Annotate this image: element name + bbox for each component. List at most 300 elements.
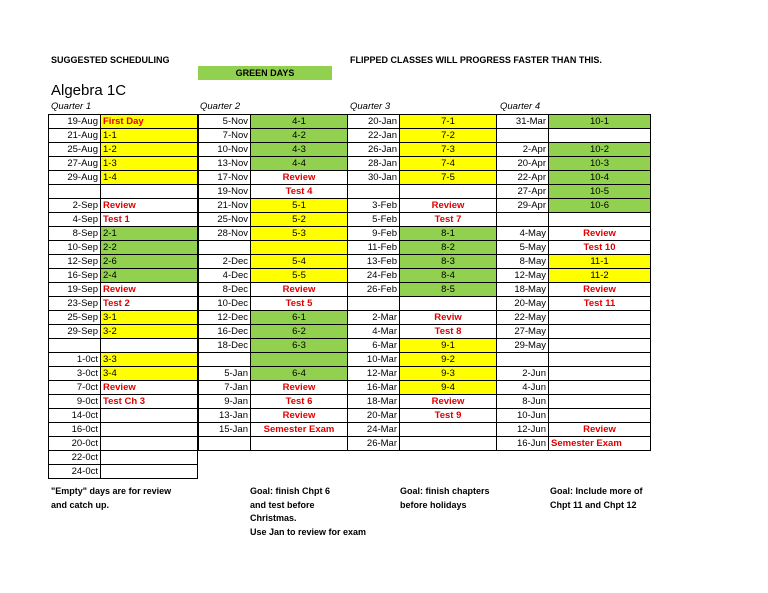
topic-cell: 8-5 — [400, 283, 497, 297]
note-line: "Empty" days are for review — [51, 486, 172, 496]
schedule-row — [348, 269, 497, 283]
date-cell: 16-Jun — [497, 437, 549, 451]
topic-cell — [400, 423, 497, 437]
topic-cell: 11-2 — [549, 269, 651, 283]
schedule-row — [199, 185, 348, 199]
schedule-row — [497, 255, 651, 269]
schedule-row — [199, 255, 348, 269]
schedule-row — [199, 409, 348, 423]
topic-cell: 8-2 — [400, 241, 497, 255]
topic-cell: Review — [101, 283, 198, 297]
date-cell: 16-Sep — [49, 269, 101, 283]
schedule-row — [199, 437, 348, 451]
date-cell: 4-May — [497, 227, 549, 241]
topic-cell: 4-2 — [251, 129, 348, 143]
topic-cell: Semester Exam — [549, 437, 651, 451]
date-cell: 20-Jan — [348, 115, 400, 129]
topic-cell — [549, 395, 651, 409]
topic-cell — [549, 381, 651, 395]
date-cell: 13-Nov — [199, 157, 251, 171]
topic-cell — [101, 339, 198, 353]
topic-cell — [549, 409, 651, 423]
schedule-row — [199, 311, 348, 325]
date-cell: 16-Dec — [199, 325, 251, 339]
date-cell: 24-Feb — [348, 269, 400, 283]
date-cell: 18-May — [497, 283, 549, 297]
note-line: Goal: finish Chpt 6 — [250, 486, 330, 496]
note-line: Use Jan to review for exam — [250, 526, 367, 537]
date-cell: 6-Mar — [348, 339, 400, 353]
quarter-3-table — [347, 114, 497, 451]
date-cell — [497, 129, 549, 143]
topic-cell: Review — [251, 381, 348, 395]
schedule-row — [49, 465, 198, 479]
schedule-row — [199, 367, 348, 381]
note-line: and test before — [250, 499, 315, 510]
topic-cell — [251, 437, 348, 451]
date-cell: 14-0ct — [49, 409, 101, 423]
topic-cell: 10-1 — [549, 115, 651, 129]
date-cell: 27-May — [497, 325, 549, 339]
schedule-row — [348, 297, 497, 311]
date-cell: 4-Sep — [49, 213, 101, 227]
topic-cell: 9-2 — [400, 353, 497, 367]
topic-cell: 1-3 — [101, 157, 198, 171]
quarter-4-table — [496, 114, 651, 451]
note-line: Chpt 11 and Chpt 12 — [550, 499, 637, 510]
topic-cell: Test 2 — [101, 297, 198, 311]
date-cell: 27-Apr — [497, 185, 549, 199]
topic-cell: 3-2 — [101, 325, 198, 339]
date-cell: 5-Feb — [348, 213, 400, 227]
topic-cell: Review — [251, 171, 348, 185]
topic-cell — [251, 353, 348, 367]
schedule-row — [49, 157, 198, 171]
topic-cell — [400, 297, 497, 311]
date-cell: 10-Sep — [49, 241, 101, 255]
date-cell: 21-Aug — [49, 129, 101, 143]
topic-cell: Test 10 — [549, 241, 651, 255]
schedule-row — [497, 241, 651, 255]
topic-cell — [549, 311, 651, 325]
date-cell: 13-Jan — [199, 409, 251, 423]
topic-cell: Test 11 — [549, 297, 651, 311]
topic-cell: 7-5 — [400, 171, 497, 185]
schedule-row — [497, 311, 651, 325]
note-q4 — [550, 485, 643, 512]
date-cell: 26-Mar — [348, 437, 400, 451]
schedule-row — [49, 115, 198, 129]
schedule-row — [49, 227, 198, 241]
topic-cell — [549, 339, 651, 353]
topic-cell: 1-4 — [101, 171, 198, 185]
schedule-row — [497, 353, 651, 367]
quarter-2-label: Quarter 2 — [200, 101, 241, 112]
topic-cell: Test 9 — [400, 409, 497, 423]
schedule-row — [348, 227, 497, 241]
date-cell: 12-Jun — [497, 423, 549, 437]
schedule-row — [199, 199, 348, 213]
topic-cell — [549, 353, 651, 367]
note-line: Goal: Include more of — [550, 486, 643, 496]
schedule-row — [497, 171, 651, 185]
topic-cell: 4-4 — [251, 157, 348, 171]
date-cell: 4-Jun — [497, 381, 549, 395]
topic-cell: 7-4 — [400, 157, 497, 171]
date-cell: 18-Dec — [199, 339, 251, 353]
note-line: and catch up. — [51, 499, 110, 510]
date-cell: 10-Jun — [497, 409, 549, 423]
schedule-row — [49, 451, 198, 465]
topic-cell: 5-3 — [251, 227, 348, 241]
page-title: Algebra 1C — [51, 82, 127, 99]
schedule-row — [348, 339, 497, 353]
date-cell: 28-Nov — [199, 227, 251, 241]
topic-cell — [101, 465, 198, 479]
topic-cell: 1-2 — [101, 143, 198, 157]
date-cell: 22-May — [497, 311, 549, 325]
topic-cell — [549, 129, 651, 143]
topic-cell — [400, 185, 497, 199]
topic-cell: Semester Exam — [251, 423, 348, 437]
date-cell: 24-0ct — [49, 465, 101, 479]
topic-cell: 10-4 — [549, 171, 651, 185]
date-cell: 19-Nov — [199, 185, 251, 199]
topic-cell: 5-5 — [251, 269, 348, 283]
topic-cell: First Day — [101, 115, 198, 129]
topic-cell: 7-2 — [400, 129, 497, 143]
schedule-row — [348, 409, 497, 423]
date-cell: 9-Feb — [348, 227, 400, 241]
schedule-row — [199, 423, 348, 437]
schedule-row — [199, 171, 348, 185]
note-line: before holidays — [400, 499, 467, 510]
date-cell: 10-Mar — [348, 353, 400, 367]
header-left: SUGGESTED SCHEDULING — [51, 55, 170, 65]
date-cell: 21-Nov — [199, 199, 251, 213]
date-cell: 3-Feb — [348, 199, 400, 213]
date-cell: 17-Nov — [199, 171, 251, 185]
schedule-row — [497, 157, 651, 171]
schedule-row — [49, 213, 198, 227]
topic-cell: Review — [549, 227, 651, 241]
topic-cell: 6-4 — [251, 367, 348, 381]
topic-cell: Test 1 — [101, 213, 198, 227]
schedule-row — [497, 199, 651, 213]
schedule-row — [497, 437, 651, 451]
green-days-legend: GREEN DAYS — [198, 66, 332, 80]
schedule-row — [497, 339, 651, 353]
date-cell: 26-Feb — [348, 283, 400, 297]
topic-cell: 10-2 — [549, 143, 651, 157]
topic-cell — [101, 185, 198, 199]
topic-cell: Test 6 — [251, 395, 348, 409]
date-cell: 30-Jan — [348, 171, 400, 185]
date-cell: 2-Mar — [348, 311, 400, 325]
topic-cell: Review — [549, 423, 651, 437]
quarter-2-table — [198, 114, 348, 451]
note-q3 — [400, 485, 490, 512]
topic-cell: Review — [251, 409, 348, 423]
date-cell: 2-Sep — [49, 199, 101, 213]
schedule-row — [497, 283, 651, 297]
schedule-row — [199, 283, 348, 297]
schedule-row — [199, 115, 348, 129]
topic-cell: 6-2 — [251, 325, 348, 339]
schedule-row — [49, 325, 198, 339]
date-cell: 25-Nov — [199, 213, 251, 227]
date-cell: 5-Jan — [199, 367, 251, 381]
date-cell: 7-Nov — [199, 129, 251, 143]
schedule-row — [348, 143, 497, 157]
topic-cell: 3-1 — [101, 311, 198, 325]
topic-cell: 9-4 — [400, 381, 497, 395]
date-cell — [199, 353, 251, 367]
date-cell: 22-0ct — [49, 451, 101, 465]
topic-cell: 8-4 — [400, 269, 497, 283]
schedule-row — [497, 409, 651, 423]
date-cell: 4-Mar — [348, 325, 400, 339]
topic-cell: Reviw — [400, 311, 497, 325]
date-cell: 13-Feb — [348, 255, 400, 269]
note-line: Christmas. — [250, 513, 297, 523]
date-cell: 9-Jan — [199, 395, 251, 409]
topic-cell: Test 7 — [400, 213, 497, 227]
date-cell: 8-Sep — [49, 227, 101, 241]
topic-cell: 10-5 — [549, 185, 651, 199]
topic-cell: 3-3 — [101, 353, 198, 367]
date-cell: 20-May — [497, 297, 549, 311]
quarter-1-label: Quarter 1 — [51, 101, 92, 112]
schedule-row — [348, 423, 497, 437]
schedule-row — [49, 199, 198, 213]
schedule-row — [199, 325, 348, 339]
schedule-row — [49, 297, 198, 311]
date-cell: 7-0ct — [49, 381, 101, 395]
date-cell: 18-Mar — [348, 395, 400, 409]
topic-cell — [400, 437, 497, 451]
schedule-row — [199, 297, 348, 311]
schedule-row — [199, 339, 348, 353]
schedule-row — [497, 143, 651, 157]
date-cell: 28-Jan — [348, 157, 400, 171]
date-cell: 10-Nov — [199, 143, 251, 157]
topic-cell: 6-1 — [251, 311, 348, 325]
schedule-row — [348, 325, 497, 339]
date-cell: 9-0ct — [49, 395, 101, 409]
date-cell — [49, 339, 101, 353]
topic-cell: 10-6 — [549, 199, 651, 213]
date-cell: 12-Sep — [49, 255, 101, 269]
topic-cell — [101, 409, 198, 423]
schedule-row — [49, 255, 198, 269]
schedule-row — [199, 241, 348, 255]
topic-cell: Test Ch 3 — [101, 395, 198, 409]
schedule-row — [497, 115, 651, 129]
date-cell: 3-0ct — [49, 367, 101, 381]
schedule-row — [199, 157, 348, 171]
topic-cell: 5-4 — [251, 255, 348, 269]
date-cell: 12-Mar — [348, 367, 400, 381]
topic-cell — [101, 451, 198, 465]
topic-cell: 2-6 — [101, 255, 198, 269]
topic-cell: 5-1 — [251, 199, 348, 213]
topic-cell — [101, 423, 198, 437]
date-cell: 16-0ct — [49, 423, 101, 437]
date-cell: 25-Sep — [49, 311, 101, 325]
schedule-row — [497, 381, 651, 395]
schedule-row — [49, 311, 198, 325]
schedule-row — [348, 381, 497, 395]
schedule-row — [199, 143, 348, 157]
schedule-row — [49, 381, 198, 395]
date-cell: 5-May — [497, 241, 549, 255]
topic-cell: 2-2 — [101, 241, 198, 255]
topic-cell: Test 4 — [251, 185, 348, 199]
schedule-row — [49, 143, 198, 157]
topic-cell: 2-1 — [101, 227, 198, 241]
note-line: Goal: finish chapters — [400, 486, 490, 496]
schedule-row — [348, 157, 497, 171]
topic-cell: 8-3 — [400, 255, 497, 269]
schedule-row — [49, 129, 198, 143]
topic-cell: 7-3 — [400, 143, 497, 157]
date-cell — [199, 241, 251, 255]
schedule-row — [348, 367, 497, 381]
schedule-row — [49, 269, 198, 283]
date-cell: 19-Aug — [49, 115, 101, 129]
schedule-row — [497, 423, 651, 437]
topic-cell: Review — [400, 395, 497, 409]
schedule-row — [497, 227, 651, 241]
schedule-row — [49, 395, 198, 409]
schedule-row — [199, 129, 348, 143]
schedule-row — [497, 367, 651, 381]
schedule-row — [497, 325, 651, 339]
date-cell: 22-Apr — [497, 171, 549, 185]
date-cell: 16-Mar — [348, 381, 400, 395]
topic-cell: Review — [251, 283, 348, 297]
schedule-row — [49, 283, 198, 297]
date-cell: 2-Jun — [497, 367, 549, 381]
schedule-row — [49, 185, 198, 199]
schedule-row — [199, 227, 348, 241]
schedule-row — [49, 367, 198, 381]
schedule-row — [348, 437, 497, 451]
date-cell: 19-Sep — [49, 283, 101, 297]
schedule-row — [348, 115, 497, 129]
schedule-row — [348, 199, 497, 213]
date-cell: 1-0ct — [49, 353, 101, 367]
topic-cell: 6-3 — [251, 339, 348, 353]
date-cell: 12-Dec — [199, 311, 251, 325]
topic-cell — [101, 437, 198, 451]
topic-cell: 4-1 — [251, 115, 348, 129]
topic-cell: Review — [101, 199, 198, 213]
topic-cell: 3-4 — [101, 367, 198, 381]
date-cell: 8-Jun — [497, 395, 549, 409]
topic-cell — [549, 367, 651, 381]
topic-cell — [549, 325, 651, 339]
topic-cell: 2-4 — [101, 269, 198, 283]
topic-cell: Test 8 — [400, 325, 497, 339]
schedule-row — [199, 395, 348, 409]
schedule-row — [497, 129, 651, 143]
date-cell: 23-Sep — [49, 297, 101, 311]
schedule-row — [348, 395, 497, 409]
topic-cell: 9-1 — [400, 339, 497, 353]
topic-cell: Review — [549, 283, 651, 297]
topic-cell: Review — [101, 381, 198, 395]
schedule-row — [199, 269, 348, 283]
date-cell: 12-May — [497, 269, 549, 283]
date-cell — [199, 437, 251, 451]
schedule-row — [348, 213, 497, 227]
topic-cell: 11-1 — [549, 255, 651, 269]
date-cell: 29-Aug — [49, 171, 101, 185]
date-cell: 15-Jan — [199, 423, 251, 437]
note-q1 — [51, 485, 171, 512]
schedule-row — [49, 409, 198, 423]
schedule-row — [348, 311, 497, 325]
date-cell: 5-Nov — [199, 115, 251, 129]
schedule-row — [49, 171, 198, 185]
topic-cell: Test 5 — [251, 297, 348, 311]
schedule-row — [348, 129, 497, 143]
schedule-row — [49, 437, 198, 451]
schedule-row — [348, 171, 497, 185]
date-cell: 29-Sep — [49, 325, 101, 339]
topic-cell: 9-3 — [400, 367, 497, 381]
schedule-row — [199, 213, 348, 227]
date-cell: 7-Jan — [199, 381, 251, 395]
topic-cell: 1-1 — [101, 129, 198, 143]
date-cell — [49, 185, 101, 199]
date-cell: 20-0ct — [49, 437, 101, 451]
schedule-row — [49, 423, 198, 437]
topic-cell: 4-3 — [251, 143, 348, 157]
date-cell: 20-Mar — [348, 409, 400, 423]
quarter-3-label: Quarter 3 — [350, 101, 391, 112]
date-cell: 20-Apr — [497, 157, 549, 171]
date-cell: 31-Mar — [497, 115, 549, 129]
date-cell: 26-Jan — [348, 143, 400, 157]
date-cell: 27-Aug — [49, 157, 101, 171]
topic-cell — [251, 241, 348, 255]
date-cell: 25-Aug — [49, 143, 101, 157]
schedule-row — [199, 353, 348, 367]
header-right: FLIPPED CLASSES WILL PROGRESS FASTER THAN THIS. — [350, 55, 602, 65]
date-cell: 8-Dec — [199, 283, 251, 297]
schedule-row — [49, 241, 198, 255]
date-cell — [497, 213, 549, 227]
quarter-1-table — [48, 114, 198, 479]
topic-cell — [549, 213, 651, 227]
date-cell: 29-May — [497, 339, 549, 353]
note-q2 — [250, 485, 366, 539]
date-cell: 10-Dec — [199, 297, 251, 311]
schedule-row — [497, 297, 651, 311]
schedule-row — [497, 213, 651, 227]
schedule-row — [497, 395, 651, 409]
topic-cell: 8-1 — [400, 227, 497, 241]
schedule-row — [49, 339, 198, 353]
date-cell: 24-Mar — [348, 423, 400, 437]
date-cell: 2-Dec — [199, 255, 251, 269]
topic-cell: 10-3 — [549, 157, 651, 171]
date-cell: 8-May — [497, 255, 549, 269]
schedule-row — [348, 185, 497, 199]
